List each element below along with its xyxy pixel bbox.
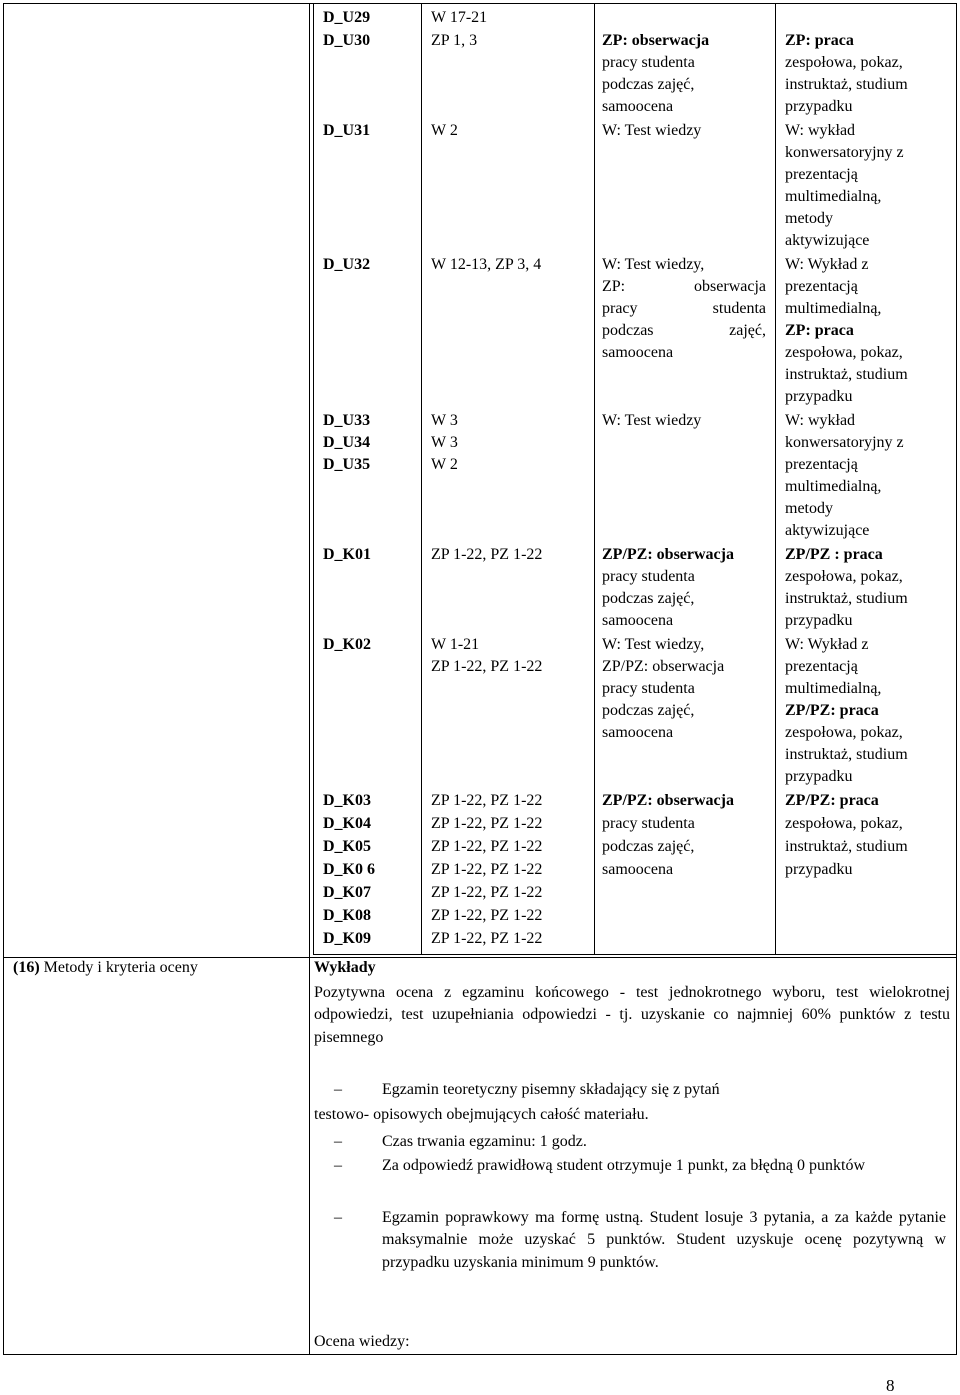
method-line: zespołowa, pokaz, [785,815,903,832]
eval-line: podczas zajęć, [602,702,695,719]
eval-line: ZP/PZ: obserwacja [602,546,734,563]
outer-right-border [956,3,957,1354]
nested-table-bottom-border [313,954,957,955]
outcome-ref: ZP 1-22, PZ 1-22 [431,861,543,878]
section-heading: Wykłady [314,959,376,976]
method-line: prezentacją [785,166,858,183]
outcome-ref: W 12-13, ZP 3, 4 [431,256,542,273]
eval-line: W: Test wiedzy [602,412,702,429]
eval-line: W: Test wiedzy, [602,256,705,273]
bullet-dash: – [334,1133,342,1150]
section-number: (16) [13,959,40,976]
bullet-dash: – [334,1157,342,1174]
eval-line: samoocena [602,861,674,878]
method-line: metody [785,500,833,517]
section-label-text: Metody i kryteria oceny [39,959,198,976]
method-line: aktywizujące [785,232,870,249]
method-line: W: Wykład z [785,636,869,653]
outcome-ref: ZP 1-22, PZ 1-22 [431,907,543,924]
eval-line: samoocena [602,612,674,629]
eval-line: ZP: obserwacja [602,32,710,49]
bullet-text: Egzamin teoretyczny pisemny składający się z pytań [382,1081,720,1098]
method-line: W: wykład [785,122,856,139]
section-label [13,959,198,977]
outcome-code: D_K08 [323,907,371,924]
eval-line: samoocena [602,344,674,361]
eval-line: W: Test wiedzy, [602,636,705,653]
method-line: W: Wykład z [785,256,869,273]
method-line: metody [785,210,833,227]
outcome-code: D_K05 [323,838,371,855]
outcome-ref: W 1-21 [431,636,480,653]
nested-table-left-border [313,3,314,955]
method-line: zespołowa, pokaz, [785,724,903,741]
outcome-code: D_K03 [323,792,371,809]
eval-line: podczas zajęć, [602,322,766,339]
label-column-divider [309,3,310,1354]
method-line: ZP/PZ: praca [785,792,879,809]
eval-line: ZP: obserwacja [602,278,766,295]
method-line: multimedialną, [785,478,882,495]
outcome-code: D_U33 [323,412,371,429]
method-line: zespołowa, pokaz, [785,568,903,585]
bullet-text: Egzamin poprawkowy ma formę ustną. Student losuje 3 pytania, a za każde pytanie maksymalnie może uzyskać 5 punktów. Student uzyskuje ocenę pozytywną w przypadku uzyskania minimum 9 punktów. [382,1209,946,1271]
ocena-wiedzy-label: Ocena wiedzy: [314,1333,410,1350]
assessment-intro: Pozytywna ocena z egzaminu końcowego - test jednokrotnego wyboru, test wielokrotnej odpowiedzi, test uzupełniania odpowiedzi - tj. uzyskanie co najmniej 60% punktów z testu pisemnego [314,984,950,1046]
method-line: konwersatoryjny z [785,434,904,451]
method-line: przypadku [785,388,853,405]
outcome-ref: W 2 [431,122,458,139]
bullet-text: Za odpowiedź prawidłową student otrzymuje 1 punkt, za błędną 0 punktów [382,1157,865,1174]
bullet-continuation: testowo- opisowych obejmujących całość materiału. [314,1106,649,1123]
eval-line: samoocena [602,724,674,741]
column-divider-2 [594,3,595,955]
eval-line: pracy studenta [602,54,695,71]
method-line: multimedialną, [785,188,882,205]
outer-top-border [3,3,957,4]
method-line: przypadku [785,98,853,115]
outcome-ref: ZP 1-22, PZ 1-22 [431,815,543,832]
outcome-ref: W 17-21 [431,9,488,26]
method-line: prezentacją [785,658,858,675]
method-line: aktywizujące [785,522,870,539]
bullet-dash: – [334,1081,342,1098]
column-divider-1 [421,3,422,955]
outcome-code: D_U35 [323,456,371,473]
method-line: prezentacją [785,456,858,473]
bullet-dash: – [334,1209,342,1226]
outcome-code: D_U31 [323,122,371,139]
bullet-text: Czas trwania egzaminu: 1 godz. [382,1133,587,1150]
outcome-ref: ZP 1-22, PZ 1-22 [431,930,543,947]
outcome-ref: ZP 1, 3 [431,32,478,49]
outcome-code: D_U32 [323,256,371,273]
method-line: zespołowa, pokaz, [785,344,903,361]
outcome-ref: ZP 1-22, PZ 1-22 [431,658,543,675]
outcome-code: D_K04 [323,815,371,832]
eval-line: pracy studenta [602,568,695,585]
eval-line: ZP/PZ: obserwacja [602,792,734,809]
method-line: konwersatoryjny z [785,144,904,161]
eval-line: samoocena [602,98,674,115]
outcome-ref: ZP 1-22, PZ 1-22 [431,792,543,809]
eval-line: pracy studenta [602,680,695,697]
eval-line: pracy studenta [602,815,695,832]
outer-left-border [3,3,4,1354]
method-line: instruktaż, studium [785,746,908,763]
method-line: instruktaż, studium [785,590,908,607]
outcome-code: D_K01 [323,546,371,563]
method-line: W: wykład [785,412,856,429]
outcome-ref: ZP 1-22, PZ 1-22 [431,884,543,901]
outcome-code: D_K07 [323,884,371,901]
outcome-code: D_U30 [323,32,371,49]
method-line: prezentacją [785,278,858,295]
method-line: przypadku [785,768,853,785]
eval-line: W: Test wiedzy [602,122,702,139]
method-line: multimedialną, [785,680,882,697]
method-line: instruktaż, studium [785,838,908,855]
outcome-code: D_K02 [323,636,371,653]
eval-line: podczas zajęć, [602,838,695,855]
outcome-ref: ZP 1-22, PZ 1-22 [431,546,543,563]
method-line: ZP: praca [785,32,854,49]
outcome-code: D_U29 [323,9,371,26]
method-line: ZP/PZ: praca [785,702,879,719]
eval-line: podczas zajęć, [602,76,695,93]
outcome-code: D_U34 [323,434,371,451]
eval-line: ZP/PZ: obserwacja [602,658,725,675]
column-divider-3 [775,3,776,955]
method-line: zespołowa, pokaz, [785,54,903,71]
outcome-code: D_K09 [323,930,371,947]
method-line: instruktaż, studium [785,76,908,93]
method-line: multimedialną, [785,300,882,317]
page-number: 8 [886,1376,895,1395]
method-line: ZP/PZ : praca [785,546,883,563]
section-divider [3,957,957,958]
eval-line: pracy studenta [602,300,766,317]
eval-line: podczas zajęć, [602,590,695,607]
outer-bottom-border [3,1354,957,1355]
outcome-ref: ZP 1-22, PZ 1-22 [431,838,543,855]
method-line: instruktaż, studium [785,366,908,383]
outcome-ref: W 3 [431,434,458,451]
method-line: ZP: praca [785,322,854,339]
outcome-code: D_K0 6 [323,861,375,878]
outcome-ref: W 3 [431,412,458,429]
outcome-ref: W 2 [431,456,458,473]
method-line: przypadku [785,612,853,629]
method-line: przypadku [785,861,853,878]
